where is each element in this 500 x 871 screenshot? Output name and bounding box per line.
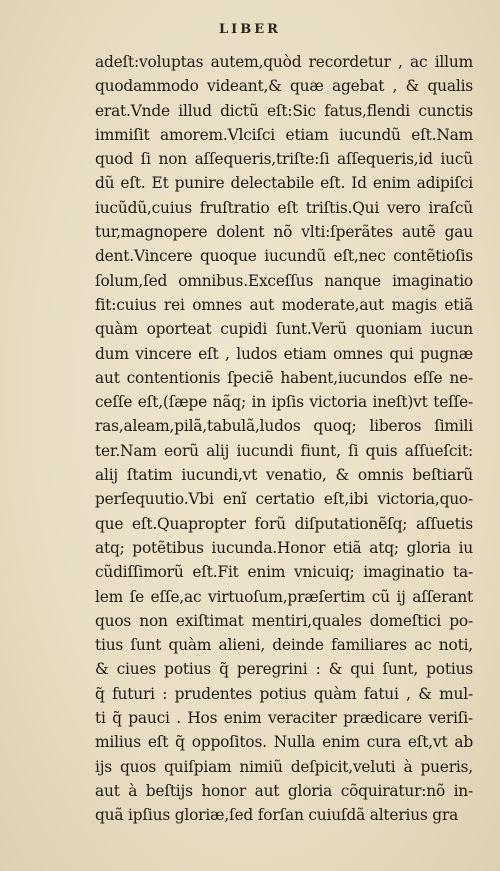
text-line: quos non exiſtimat mentiri,quales domeſtici po- — [95, 611, 473, 630]
text-line: immiſit amorem.Vlciſci etiam iucundũ eſt.Nam — [95, 125, 473, 144]
text-line: ti q̃ pauci . Hos enim veraciter prædicare veriſi- — [95, 709, 473, 728]
body-text — [95, 50, 473, 828]
text-line: tius ſunt quàm alieni, deinde familiares ac noti, — [95, 636, 473, 655]
text-line: aut contentionis ſpeciẽ habent,iucundos eſſe ne- — [95, 368, 473, 387]
text-line: adeſt:voluptas autem,quòd recordetur , ac illum — [95, 53, 473, 71]
text-line: atq; potẽtibus iucunda.Honor etiã atq; gloria iu — [95, 538, 473, 557]
text-line: cũdiſſimorũ eſt.Fit enim vnicuiq; imaginatio ta- — [95, 563, 473, 582]
text-line: iucũdũ,cuius fruſtratio eſt triſtis.Qui vero iraſcũ — [95, 198, 473, 217]
text-line: quod ſi non aſſequeris,triſte:ſi aſſequeris,id iucũ — [95, 150, 473, 169]
text-line: q̃ futuri : prudentes potius quàm fatui , & mul- — [95, 684, 473, 703]
text-line: ras,aleam,pilã,tabulã,ludos quoq; liberos ſimili — [95, 417, 473, 436]
text-line: ter.Nam eorũ alij iucundi fiunt, ſi quis aſſueſcit: — [95, 441, 473, 460]
text-line: que eſt.Quapropter forũ diſputationẽſq; aſſuetis — [95, 514, 473, 533]
text-line: ijs quos quiſpiam nimiũ deſpicit,veluti à pueris, — [95, 757, 473, 776]
text-line: quàm oporteat cupidi ſunt.Verũ quoniam iucun — [95, 320, 473, 339]
text-line: aut à beſtijs honor aut gloria cõquiratur:nõ in- — [95, 781, 473, 800]
text-line: dũ eſt. Et punire delectabile eſt. Id enim adipiſci — [95, 174, 473, 193]
text-line: dum vincere eſt , ludos etiam omnes qui pugnæ — [95, 344, 473, 363]
text-line: perſequutio.Vbi enĩ certatio eſt,ibi victoria,quo- — [95, 490, 473, 509]
text-line: quodammodo videant,& quæ agebat , & qualis — [95, 77, 473, 96]
text-line: ceſſe eſt,(ſæpe nãq; in ipſis victoria ineſt)vt teſſe- — [95, 393, 473, 412]
text-line: tur,magnopere dolent nõ vlti:ſperãtes autẽ gau — [95, 223, 473, 242]
running-head: LIBER — [219, 22, 281, 37]
text-line: fit:cuius rei omnes aut moderate,aut magis etiã — [95, 295, 473, 314]
text-line: quã ipſius gloriæ,ſed forſan cuiuſdã alterius gra — [95, 806, 459, 825]
text-line: ſolum,ſed omnibus.Exceſſus nanque imaginatio — [95, 271, 473, 290]
text-line: milius eſt q̃ oppoſitos. Nulla enim cura eſt,vt ab — [95, 733, 473, 752]
text-line: lem ſe eſſe,ac virtuoſum,præſertim cũ ij aſſerant — [95, 587, 473, 606]
text-line: erat.Vnde illud dictũ eſt:Sic fatus,flendi cunctis — [95, 101, 473, 120]
text-line: & ciues potius q̃ peregrini : & qui ſunt, potius — [95, 660, 473, 679]
text-line: dent.Vincere quoque iucundũ eſt,nec contẽtioſis — [95, 247, 473, 266]
text-line: alij ſtatim iucundi,vt venatio, & omnis beſtiarũ — [95, 466, 473, 485]
